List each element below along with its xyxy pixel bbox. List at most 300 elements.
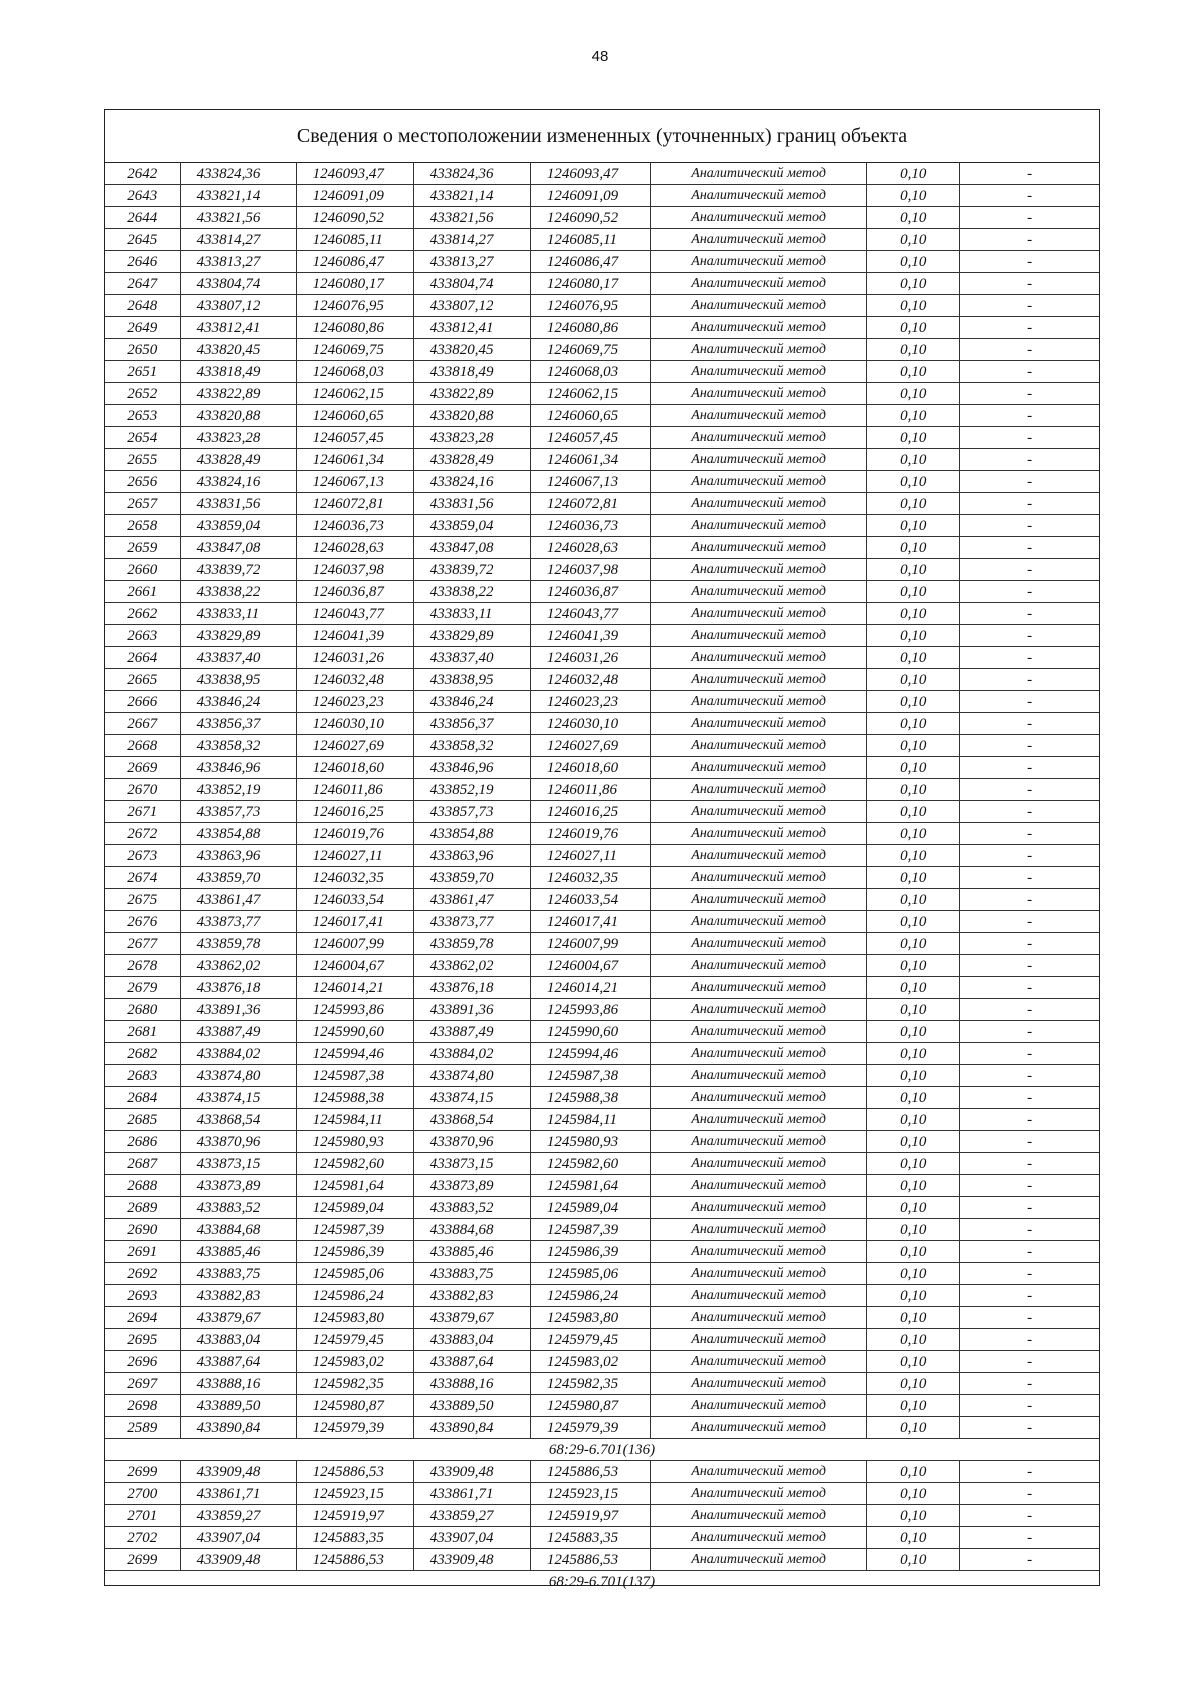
- description-cell: -: [960, 1219, 1099, 1241]
- accuracy-cell: 0,10: [867, 493, 960, 515]
- y-existing-cell: 1246007,99: [296, 933, 413, 955]
- y-new-cell: 1246032,48: [530, 669, 650, 691]
- table-row: [105, 889, 1099, 911]
- description-cell: -: [960, 647, 1099, 669]
- point-number-cell: 2680: [105, 999, 180, 1021]
- accuracy-cell: 0,10: [867, 1065, 960, 1087]
- table-row: [105, 515, 1099, 537]
- accuracy-cell: 0,10: [867, 999, 960, 1021]
- accuracy-cell: 0,10: [867, 1395, 960, 1417]
- y-new-cell: 1246032,35: [530, 867, 650, 889]
- accuracy-cell: 0,10: [867, 691, 960, 713]
- point-number-cell: 2694: [105, 1307, 180, 1329]
- table-row: [105, 1087, 1099, 1109]
- y-new-cell: 1246028,63: [530, 537, 650, 559]
- y-existing-cell: 1245883,35: [296, 1527, 413, 1549]
- point-number-cell: 2649: [105, 317, 180, 339]
- description-cell: -: [960, 163, 1099, 185]
- x-existing-cell: 433820,45: [180, 339, 296, 361]
- y-existing-cell: 1246043,77: [296, 603, 413, 625]
- y-new-cell: 1246011,86: [530, 779, 650, 801]
- table-row: [105, 1175, 1099, 1197]
- point-number-cell: 2660: [105, 559, 180, 581]
- method-cell: Аналитический метод: [651, 1373, 867, 1395]
- y-new-cell: 1245987,38: [530, 1065, 650, 1087]
- y-existing-cell: 1246090,52: [296, 207, 413, 229]
- x-new-cell: 433847,08: [413, 537, 530, 559]
- table-row: [105, 691, 1099, 713]
- table-row: [105, 471, 1099, 493]
- y-new-cell: 1246076,95: [530, 295, 650, 317]
- method-cell: Аналитический метод: [651, 691, 867, 713]
- x-new-cell: 433812,41: [413, 317, 530, 339]
- y-existing-cell: 1246068,03: [296, 361, 413, 383]
- point-number-cell: 2669: [105, 757, 180, 779]
- y-existing-cell: 1245984,11: [296, 1109, 413, 1131]
- method-cell: Аналитический метод: [651, 405, 867, 427]
- accuracy-cell: 0,10: [867, 977, 960, 999]
- y-existing-cell: 1245886,53: [296, 1549, 413, 1571]
- x-existing-cell: 433852,19: [180, 779, 296, 801]
- accuracy-cell: 0,10: [867, 1197, 960, 1219]
- description-cell: -: [960, 1351, 1099, 1373]
- x-new-cell: 433876,18: [413, 977, 530, 999]
- y-existing-cell: 1245989,04: [296, 1197, 413, 1219]
- table-row: [105, 207, 1099, 229]
- table-row: [105, 1131, 1099, 1153]
- coordinates-table: [105, 163, 1099, 1592]
- accuracy-cell: 0,10: [867, 1109, 960, 1131]
- description-cell: -: [960, 955, 1099, 977]
- method-cell: Аналитический метод: [651, 229, 867, 251]
- method-cell: Аналитический метод: [651, 647, 867, 669]
- description-cell: -: [960, 1153, 1099, 1175]
- method-cell: Аналитический метод: [651, 1351, 867, 1373]
- x-new-cell: 433868,54: [413, 1109, 530, 1131]
- x-new-cell: 433837,40: [413, 647, 530, 669]
- table-row: [105, 1373, 1099, 1395]
- y-new-cell: 1245980,87: [530, 1395, 650, 1417]
- x-existing-cell: 433839,72: [180, 559, 296, 581]
- point-number-cell: 2663: [105, 625, 180, 647]
- x-existing-cell: 433859,70: [180, 867, 296, 889]
- x-existing-cell: 433813,27: [180, 251, 296, 273]
- y-new-cell: 1246030,10: [530, 713, 650, 735]
- section-row: [105, 1571, 1099, 1593]
- x-existing-cell: 433885,46: [180, 1241, 296, 1263]
- x-new-cell: 433820,88: [413, 405, 530, 427]
- accuracy-cell: 0,10: [867, 449, 960, 471]
- y-existing-cell: 1245981,64: [296, 1175, 413, 1197]
- y-new-cell: 1246004,67: [530, 955, 650, 977]
- table-row: [105, 625, 1099, 647]
- description-cell: -: [960, 471, 1099, 493]
- x-new-cell: 433804,74: [413, 273, 530, 295]
- x-existing-cell: 433887,49: [180, 1021, 296, 1043]
- point-number-cell: 2667: [105, 713, 180, 735]
- accuracy-cell: 0,10: [867, 1527, 960, 1549]
- x-existing-cell: 433884,68: [180, 1219, 296, 1241]
- y-new-cell: 1245979,39: [530, 1417, 650, 1439]
- x-existing-cell: 433846,96: [180, 757, 296, 779]
- accuracy-cell: 0,10: [867, 207, 960, 229]
- y-existing-cell: 1246036,73: [296, 515, 413, 537]
- point-number-cell: 2642: [105, 163, 180, 185]
- y-existing-cell: 1246017,41: [296, 911, 413, 933]
- description-cell: -: [960, 427, 1099, 449]
- x-existing-cell: 433823,28: [180, 427, 296, 449]
- y-new-cell: 1246093,47: [530, 163, 650, 185]
- point-number-cell: 2701: [105, 1505, 180, 1527]
- x-new-cell: 433838,22: [413, 581, 530, 603]
- y-existing-cell: 1245923,15: [296, 1483, 413, 1505]
- y-new-cell: 1246016,25: [530, 801, 650, 823]
- x-existing-cell: 433857,73: [180, 801, 296, 823]
- description-cell: -: [960, 1461, 1099, 1483]
- y-new-cell: 1246061,34: [530, 449, 650, 471]
- table-row: [105, 603, 1099, 625]
- point-number-cell: 2666: [105, 691, 180, 713]
- x-new-cell: 433883,04: [413, 1329, 530, 1351]
- y-existing-cell: 1245982,60: [296, 1153, 413, 1175]
- point-number-cell: 2686: [105, 1131, 180, 1153]
- x-existing-cell: 433870,96: [180, 1131, 296, 1153]
- y-new-cell: 1246031,26: [530, 647, 650, 669]
- description-cell: -: [960, 493, 1099, 515]
- y-existing-cell: 1245979,45: [296, 1329, 413, 1351]
- table-row: [105, 867, 1099, 889]
- x-existing-cell: 433888,16: [180, 1373, 296, 1395]
- accuracy-cell: 0,10: [867, 1417, 960, 1439]
- x-new-cell: 433846,96: [413, 757, 530, 779]
- description-cell: -: [960, 361, 1099, 383]
- point-number-cell: 2651: [105, 361, 180, 383]
- x-new-cell: 433891,36: [413, 999, 530, 1021]
- description-cell: -: [960, 273, 1099, 295]
- method-cell: Аналитический метод: [651, 977, 867, 999]
- point-number-cell: 2685: [105, 1109, 180, 1131]
- x-existing-cell: 433818,49: [180, 361, 296, 383]
- accuracy-cell: 0,10: [867, 383, 960, 405]
- point-number-cell: 2664: [105, 647, 180, 669]
- point-number-cell: 2702: [105, 1527, 180, 1549]
- method-cell: Аналитический метод: [651, 757, 867, 779]
- y-existing-cell: 1246067,13: [296, 471, 413, 493]
- accuracy-cell: 0,10: [867, 273, 960, 295]
- description-cell: -: [960, 603, 1099, 625]
- method-cell: Аналитический метод: [651, 713, 867, 735]
- x-new-cell: 433824,36: [413, 163, 530, 185]
- x-existing-cell: 433890,84: [180, 1417, 296, 1439]
- method-cell: Аналитический метод: [651, 625, 867, 647]
- description-cell: -: [960, 339, 1099, 361]
- x-new-cell: 433863,96: [413, 845, 530, 867]
- y-new-cell: 1246085,11: [530, 229, 650, 251]
- y-existing-cell: 1246080,17: [296, 273, 413, 295]
- x-new-cell: 433889,50: [413, 1395, 530, 1417]
- y-new-cell: 1246068,03: [530, 361, 650, 383]
- y-existing-cell: 1246085,11: [296, 229, 413, 251]
- x-existing-cell: 433847,08: [180, 537, 296, 559]
- description-cell: -: [960, 1285, 1099, 1307]
- point-number-cell: 2674: [105, 867, 180, 889]
- point-number-cell: 2670: [105, 779, 180, 801]
- description-cell: -: [960, 669, 1099, 691]
- point-number-cell: 2700: [105, 1483, 180, 1505]
- description-cell: -: [960, 1549, 1099, 1571]
- y-new-cell: 1246019,76: [530, 823, 650, 845]
- point-number-cell: 2662: [105, 603, 180, 625]
- x-existing-cell: 433859,04: [180, 515, 296, 537]
- y-new-cell: 1246080,17: [530, 273, 650, 295]
- table-row: [105, 229, 1099, 251]
- table-row: [105, 449, 1099, 471]
- description-cell: -: [960, 559, 1099, 581]
- x-existing-cell: 433821,56: [180, 207, 296, 229]
- contour-label: 68:29-6.701(136): [105, 1439, 1099, 1461]
- y-new-cell: 1246036,87: [530, 581, 650, 603]
- description-cell: -: [960, 405, 1099, 427]
- description-cell: -: [960, 845, 1099, 867]
- method-cell: Аналитический метод: [651, 1549, 867, 1571]
- y-existing-cell: 1246041,39: [296, 625, 413, 647]
- y-existing-cell: 1245993,86: [296, 999, 413, 1021]
- y-new-cell: 1245980,93: [530, 1131, 650, 1153]
- y-new-cell: 1245988,38: [530, 1087, 650, 1109]
- accuracy-cell: 0,10: [867, 427, 960, 449]
- x-existing-cell: 433824,36: [180, 163, 296, 185]
- y-new-cell: 1246023,23: [530, 691, 650, 713]
- y-existing-cell: 1246036,87: [296, 581, 413, 603]
- y-new-cell: 1246060,65: [530, 405, 650, 427]
- method-cell: Аналитический метод: [651, 823, 867, 845]
- method-cell: Аналитический метод: [651, 669, 867, 691]
- description-cell: -: [960, 757, 1099, 779]
- point-number-cell: 2676: [105, 911, 180, 933]
- accuracy-cell: 0,10: [867, 581, 960, 603]
- x-new-cell: 433813,27: [413, 251, 530, 273]
- method-cell: Аналитический метод: [651, 955, 867, 977]
- x-new-cell: 433823,28: [413, 427, 530, 449]
- accuracy-cell: 0,10: [867, 1043, 960, 1065]
- accuracy-cell: 0,10: [867, 933, 960, 955]
- accuracy-cell: 0,10: [867, 801, 960, 823]
- y-new-cell: 1245886,53: [530, 1549, 650, 1571]
- y-existing-cell: 1246027,69: [296, 735, 413, 757]
- description-cell: -: [960, 1505, 1099, 1527]
- table-row: [105, 1527, 1099, 1549]
- x-new-cell: 433822,89: [413, 383, 530, 405]
- y-existing-cell: 1245980,93: [296, 1131, 413, 1153]
- method-cell: Аналитический метод: [651, 1065, 867, 1087]
- x-existing-cell: 433804,74: [180, 273, 296, 295]
- y-new-cell: 1246080,86: [530, 317, 650, 339]
- x-new-cell: 433887,64: [413, 1351, 530, 1373]
- table-row: [105, 405, 1099, 427]
- accuracy-cell: 0,10: [867, 515, 960, 537]
- y-new-cell: 1246067,13: [530, 471, 650, 493]
- x-new-cell: 433861,47: [413, 889, 530, 911]
- x-new-cell: 433824,16: [413, 471, 530, 493]
- table-row: [105, 1153, 1099, 1175]
- x-new-cell: 433890,84: [413, 1417, 530, 1439]
- description-cell: -: [960, 1329, 1099, 1351]
- y-existing-cell: 1246061,34: [296, 449, 413, 471]
- x-new-cell: 433882,83: [413, 1285, 530, 1307]
- method-cell: Аналитический метод: [651, 163, 867, 185]
- x-existing-cell: 433846,24: [180, 691, 296, 713]
- table-row: [105, 361, 1099, 383]
- x-existing-cell: 433907,04: [180, 1527, 296, 1549]
- description-cell: -: [960, 185, 1099, 207]
- accuracy-cell: 0,10: [867, 1307, 960, 1329]
- y-existing-cell: 1246093,47: [296, 163, 413, 185]
- x-existing-cell: 433837,40: [180, 647, 296, 669]
- y-existing-cell: 1245983,02: [296, 1351, 413, 1373]
- x-existing-cell: 433873,15: [180, 1153, 296, 1175]
- y-existing-cell: 1245985,06: [296, 1263, 413, 1285]
- table-row: [105, 1043, 1099, 1065]
- y-new-cell: 1246014,21: [530, 977, 650, 999]
- point-number-cell: 2678: [105, 955, 180, 977]
- point-number-cell: 2692: [105, 1263, 180, 1285]
- method-cell: Аналитический метод: [651, 1109, 867, 1131]
- y-existing-cell: 1246016,25: [296, 801, 413, 823]
- description-cell: -: [960, 295, 1099, 317]
- y-new-cell: 1246057,45: [530, 427, 650, 449]
- accuracy-cell: 0,10: [867, 823, 960, 845]
- method-cell: Аналитический метод: [651, 1087, 867, 1109]
- description-cell: -: [960, 801, 1099, 823]
- x-existing-cell: 433862,02: [180, 955, 296, 977]
- x-new-cell: 433807,12: [413, 295, 530, 317]
- x-existing-cell: 433859,27: [180, 1505, 296, 1527]
- x-existing-cell: 433838,95: [180, 669, 296, 691]
- x-new-cell: 433818,49: [413, 361, 530, 383]
- description-cell: -: [960, 449, 1099, 471]
- table-row: [105, 999, 1099, 1021]
- accuracy-cell: 0,10: [867, 339, 960, 361]
- point-number-cell: 2699: [105, 1549, 180, 1571]
- description-cell: -: [960, 779, 1099, 801]
- point-number-cell: 2682: [105, 1043, 180, 1065]
- accuracy-cell: 0,10: [867, 845, 960, 867]
- accuracy-cell: 0,10: [867, 669, 960, 691]
- accuracy-cell: 0,10: [867, 1351, 960, 1373]
- method-cell: Аналитический метод: [651, 295, 867, 317]
- table-row: [105, 955, 1099, 977]
- method-cell: Аналитический метод: [651, 361, 867, 383]
- description-cell: -: [960, 691, 1099, 713]
- y-existing-cell: 1246072,81: [296, 493, 413, 515]
- point-number-cell: 2647: [105, 273, 180, 295]
- point-number-cell: 2691: [105, 1241, 180, 1263]
- x-existing-cell: 433887,64: [180, 1351, 296, 1373]
- x-existing-cell: 433838,22: [180, 581, 296, 603]
- y-existing-cell: 1246037,98: [296, 559, 413, 581]
- y-existing-cell: 1245988,38: [296, 1087, 413, 1109]
- description-cell: -: [960, 383, 1099, 405]
- point-number-cell: 2648: [105, 295, 180, 317]
- method-cell: Аналитический метод: [651, 1197, 867, 1219]
- table-row: [105, 1395, 1099, 1417]
- accuracy-cell: 0,10: [867, 889, 960, 911]
- method-cell: Аналитический метод: [651, 1153, 867, 1175]
- y-new-cell: 1246069,75: [530, 339, 650, 361]
- method-cell: Аналитический метод: [651, 1461, 867, 1483]
- table-row: [105, 493, 1099, 515]
- method-cell: Аналитический метод: [651, 911, 867, 933]
- description-cell: -: [960, 1109, 1099, 1131]
- method-cell: Аналитический метод: [651, 1483, 867, 1505]
- point-number-cell: 2668: [105, 735, 180, 757]
- point-number-cell: 2646: [105, 251, 180, 273]
- y-existing-cell: 1246076,95: [296, 295, 413, 317]
- x-new-cell: 433829,89: [413, 625, 530, 647]
- accuracy-cell: 0,10: [867, 1483, 960, 1505]
- y-new-cell: 1245987,39: [530, 1219, 650, 1241]
- x-new-cell: 433846,24: [413, 691, 530, 713]
- table-row: [105, 1285, 1099, 1307]
- description-cell: -: [960, 1043, 1099, 1065]
- point-number-cell: 2683: [105, 1065, 180, 1087]
- y-existing-cell: 1246018,60: [296, 757, 413, 779]
- y-new-cell: 1245989,04: [530, 1197, 650, 1219]
- method-cell: Аналитический метод: [651, 801, 867, 823]
- y-new-cell: 1245919,97: [530, 1505, 650, 1527]
- method-cell: Аналитический метод: [651, 559, 867, 581]
- y-new-cell: 1246043,77: [530, 603, 650, 625]
- point-number-cell: 2658: [105, 515, 180, 537]
- table-row: [105, 1197, 1099, 1219]
- x-existing-cell: 433876,18: [180, 977, 296, 999]
- x-existing-cell: 433814,27: [180, 229, 296, 251]
- x-new-cell: 433859,78: [413, 933, 530, 955]
- x-existing-cell: 433873,89: [180, 1175, 296, 1197]
- point-number-cell: 2665: [105, 669, 180, 691]
- y-existing-cell: 1245982,35: [296, 1373, 413, 1395]
- x-new-cell: 433852,19: [413, 779, 530, 801]
- x-new-cell: 433883,52: [413, 1197, 530, 1219]
- method-cell: Аналитический метод: [651, 273, 867, 295]
- method-cell: Аналитический метод: [651, 779, 867, 801]
- method-cell: Аналитический метод: [651, 1043, 867, 1065]
- description-cell: -: [960, 999, 1099, 1021]
- point-number-cell: 2661: [105, 581, 180, 603]
- method-cell: Аналитический метод: [651, 493, 867, 515]
- y-new-cell: 1246086,47: [530, 251, 650, 273]
- accuracy-cell: 0,10: [867, 1373, 960, 1395]
- method-cell: Аналитический метод: [651, 581, 867, 603]
- description-cell: -: [960, 735, 1099, 757]
- method-cell: Аналитический метод: [651, 1175, 867, 1197]
- y-new-cell: 1246062,15: [530, 383, 650, 405]
- description-cell: -: [960, 625, 1099, 647]
- y-existing-cell: 1246069,75: [296, 339, 413, 361]
- y-new-cell: 1245983,02: [530, 1351, 650, 1373]
- x-new-cell: 433862,02: [413, 955, 530, 977]
- y-new-cell: 1245993,86: [530, 999, 650, 1021]
- description-cell: -: [960, 1241, 1099, 1263]
- accuracy-cell: 0,10: [867, 1021, 960, 1043]
- x-existing-cell: 433883,75: [180, 1263, 296, 1285]
- y-existing-cell: 1245979,39: [296, 1417, 413, 1439]
- table-row: [105, 779, 1099, 801]
- point-number-cell: 2654: [105, 427, 180, 449]
- y-existing-cell: 1246019,76: [296, 823, 413, 845]
- y-existing-cell: 1245987,39: [296, 1219, 413, 1241]
- y-existing-cell: 1246080,86: [296, 317, 413, 339]
